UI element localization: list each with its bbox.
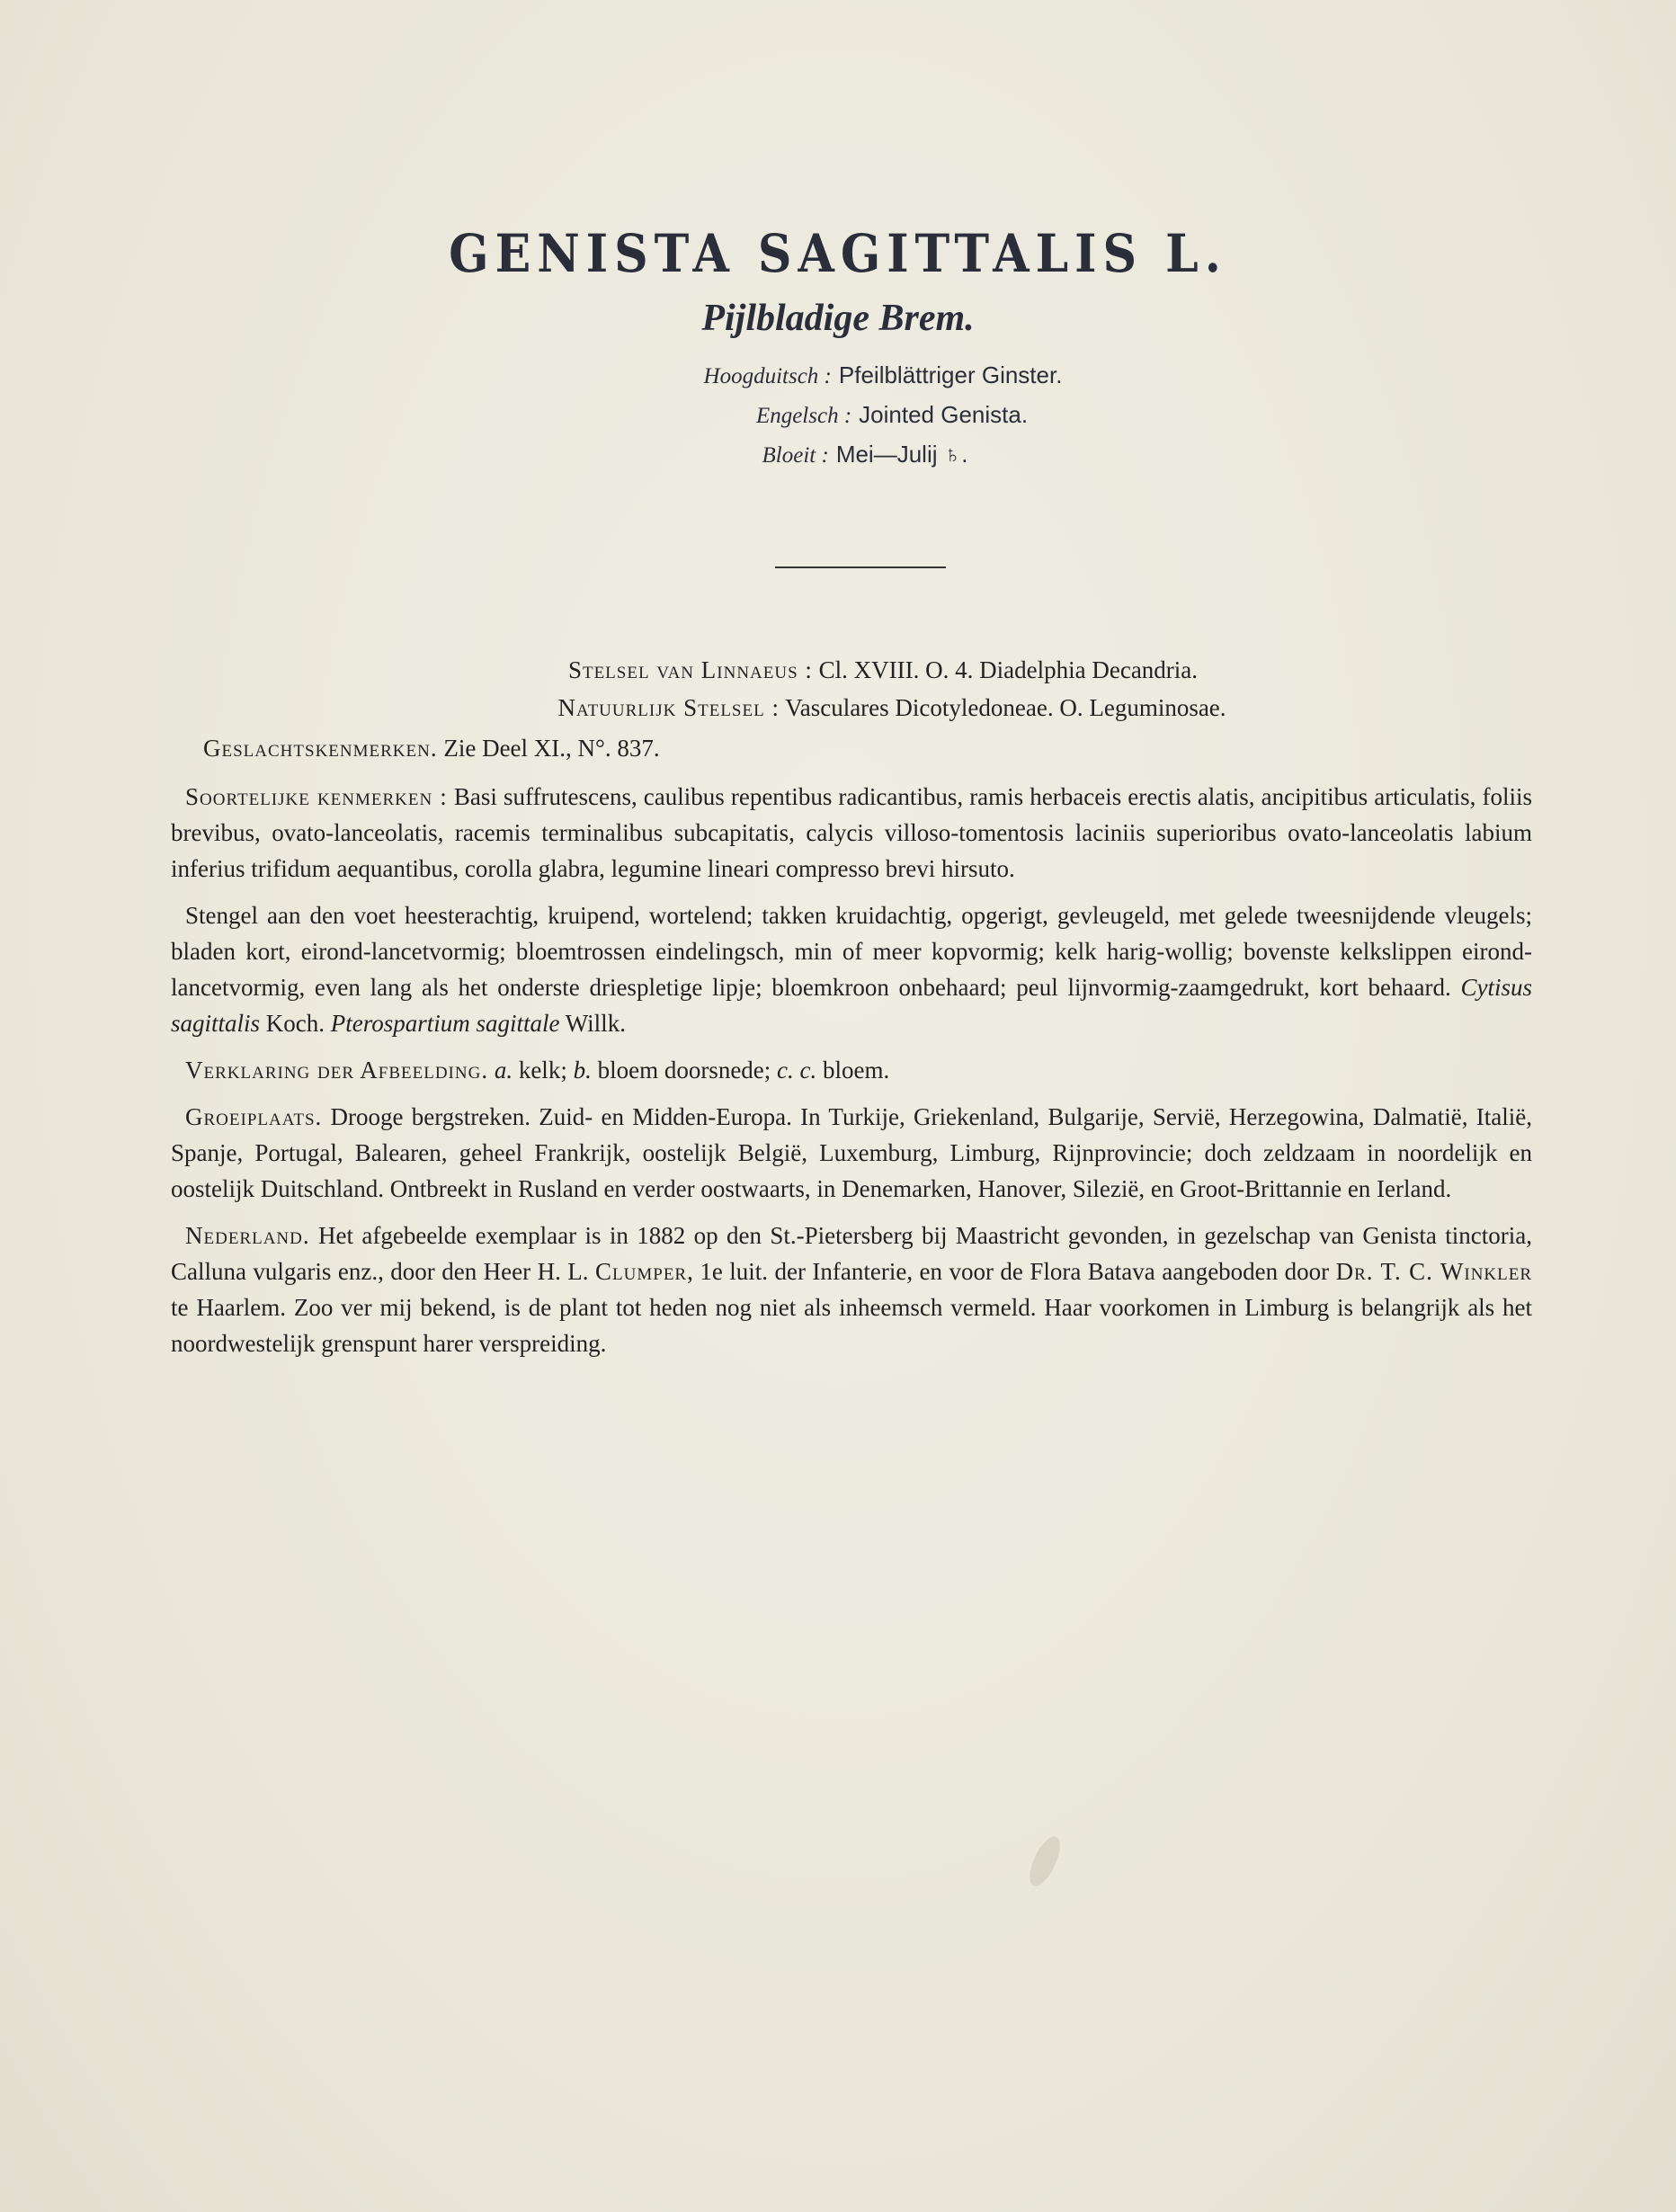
figure-b-text: bloem doorsnede;	[597, 1057, 771, 1084]
bloom-line	[0, 441, 1676, 468]
species-paragraph	[171, 779, 1532, 887]
paper-smudge	[1023, 1833, 1065, 1891]
german-value: Pfeilblättriger Ginster.	[838, 361, 1063, 388]
species-label: Soortelijke kenmerken :	[185, 783, 448, 810]
english-name-line	[0, 401, 1676, 429]
divider-rule	[775, 566, 946, 568]
collector-name: Clumper	[595, 1258, 688, 1285]
donor-name: Dr. T. C. Winkler	[1335, 1258, 1533, 1285]
english-label: Engelsch :	[755, 404, 852, 428]
description-body	[171, 730, 1532, 1372]
habitat-label: Groeiplaats.	[185, 1103, 323, 1130]
figure-a-key: a.	[494, 1057, 513, 1084]
natural-value: Vasculares Dicotyledoneae. O. Leguminosae.	[785, 694, 1226, 721]
netherlands-text-2: , 1e luit. der Infanterie, en voor de Flora Batava aangeboden door	[687, 1258, 1330, 1285]
figure-a-text: kelk;	[518, 1057, 567, 1084]
stem-text: Stengel aan den voet heesterachtig, kruipend, wortelend; takken kruidachtig, opgerigt, gevleugeld, met gelede tweesnijdende vleugels; bladen kort, eirond-lancetvormig; bloemtrossen eindelingsch, min of meer kopvormig; kelk harig-wollig; bovenste kelkslippen eirond-lancetvormig, even lang als het onderste driespletige lipje; bloemkroon onbehaard; peul lijnvormig-zaamgedrukt, kort behaard.	[171, 902, 1532, 1001]
netherlands-text-3: te Haarlem. Zoo ver mij bekend, is de plant tot heden nog niet als inheemsch vermeld. Haar voorkomen in Limburg is belangrijk als het noordwestelijk grenspunt harer verspreiding.	[171, 1294, 1532, 1357]
bloom-value: Mei—Julij ♄.	[835, 441, 968, 468]
bloom-label: Bloeit :	[762, 443, 829, 468]
natural-system-line	[0, 694, 1676, 722]
german-label: Hoogduitsch :	[703, 364, 832, 388]
genus-paragraph	[171, 730, 1532, 766]
figure-paragraph	[171, 1052, 1532, 1088]
synonym-2: Pterospartium sagittale	[330, 1010, 560, 1037]
page-title: GENISTA SAGITTALIS L.	[449, 223, 1227, 285]
german-name-line	[0, 361, 1676, 389]
english-value: Jointed Genista.	[859, 401, 1029, 428]
page-subtitle: Pijlbladige Brem.	[701, 298, 975, 339]
netherlands-label: Nederland.	[185, 1222, 310, 1249]
natural-label: Natuurlijk Stelsel :	[557, 694, 780, 721]
habitat-text: Drooge bergstreken. Zuid- en Midden-Europa. In Turkije, Griekenland, Bulgarije, Servië, Herzegowina, Dalmatië, Italië, Spanje, Portugal, Balearen, geheel Frankrijk, oostelijk België, Luxemburg, Limburg, Rijnprovincie; doch zeldzaam in noordelijk en oostelijk Duitschland. Ontbreekt in Rusland en verder oostwaarts, in Denemarken, Hanover, Silezië, en Groot-Brittannie en Ierland.	[171, 1103, 1532, 1202]
stem-paragraph	[171, 897, 1532, 1041]
species-text: Basi suffrutescens, caulibus repentibus radicantibus, ramis herbaceis erectis alatis, ancipitibus articulatis, foliis brevibus, ovato-lanceolatis, racemis terminalibus subcapitatis, calycis villoso-tomentosis laciniis superioribus ovato-lanceolatis labium inferius trifidum aequantibus, corolla glabra, legumine lineari compresso brevi hirsuto.	[171, 783, 1532, 882]
linnaeus-value: Cl. XVIII. O. 4. Diadelphia Decandria.	[818, 656, 1199, 683]
netherlands-text-1: Het afgebeelde exemplaar is in 1882 op den St.-Pietersberg bij Maastricht gevonden, in gezelschap van Genista tinctoria, Calluna vulgaris enz., door den Heer H. L.	[171, 1222, 1533, 1285]
figure-c-key: c. c.	[777, 1057, 817, 1084]
genus-label: Geslachtskenmerken.	[203, 735, 438, 762]
netherlands-paragraph	[171, 1217, 1532, 1361]
figure-label: Verklaring der Afbeelding.	[185, 1057, 489, 1084]
genus-text: Zie Deel XI., N°. 837.	[443, 735, 660, 762]
synonym-1-author: Koch.	[265, 1010, 325, 1037]
synonym-1: Cytisus sagittalis	[171, 974, 1533, 1037]
figure-b-key: b.	[573, 1057, 592, 1084]
figure-c-text: bloem.	[823, 1057, 890, 1084]
habitat-paragraph	[171, 1099, 1532, 1207]
linnaeus-system-line	[0, 656, 1676, 684]
linnaeus-label: Stelsel van Linnaeus :	[567, 656, 813, 683]
synonym-2-author: Willk.	[565, 1010, 626, 1037]
